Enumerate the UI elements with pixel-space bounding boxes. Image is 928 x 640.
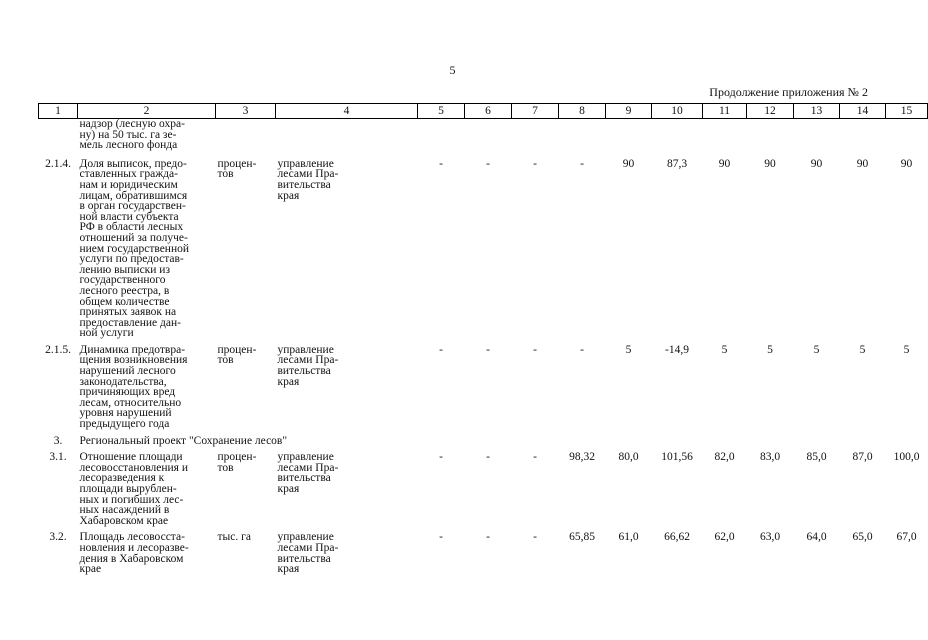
table-row	[39, 532, 928, 580]
value-cell: 90	[718, 157, 731, 170]
value-cell: -	[486, 343, 490, 356]
section-number-cell: 3.	[53, 434, 63, 447]
empty-cell	[559, 119, 606, 159]
empty-cell	[606, 119, 652, 159]
table-row	[39, 159, 928, 345]
header-cell: 9	[606, 104, 652, 119]
header-cell: 7	[512, 104, 559, 119]
empty-cell	[276, 119, 418, 159]
value-cell: 5	[767, 343, 773, 356]
table-row	[39, 452, 928, 532]
value-cell: -	[533, 343, 537, 356]
empty-cell	[418, 119, 465, 159]
value-cell: -	[486, 157, 490, 170]
value-cell: 61,0	[618, 531, 639, 544]
header-cell: 5	[418, 104, 465, 119]
value-cell: 90	[764, 157, 776, 170]
header-cell: 10	[652, 104, 703, 119]
indicator-name-cell: надзор (лесную охра- ну) на 50 тыс. га зе- мель лесного фонда	[79, 118, 185, 152]
value-cell: 66,62	[664, 531, 690, 544]
header-cell: 2	[78, 104, 216, 119]
unit-cell: тыс. га	[217, 531, 251, 544]
value-cell: 85,0	[806, 451, 827, 464]
indicator-name-cell: Динамика предотвра- щения возникновения нарушений лесного законодательства, причиняющих вред лесам, относительно уровня нарушений предыдущего года	[79, 343, 188, 431]
value-cell: -	[533, 157, 537, 170]
value-cell: 101,56	[661, 451, 693, 464]
value-cell: 67,0	[896, 531, 917, 544]
header-cell: 1	[39, 104, 78, 119]
value-cell: 5	[813, 343, 820, 356]
row-number-cell	[39, 119, 78, 159]
table-row	[39, 119, 928, 159]
value-cell: -	[486, 451, 490, 464]
table-row	[39, 345, 928, 436]
header-cell: 8	[559, 104, 606, 119]
value-cell: 5	[721, 343, 728, 356]
value-cell: 83,0	[759, 451, 781, 464]
value-cell: 87,0	[852, 451, 873, 464]
empty-cell	[794, 119, 840, 159]
value-cell: 100,0	[893, 451, 920, 464]
unit-cell: процен- тов	[217, 451, 257, 474]
value-cell: -	[533, 451, 537, 464]
header-cell: 12	[747, 104, 794, 119]
responsible-cell: управление лесами Пра- вительства края	[277, 451, 339, 495]
header-cell: 13	[794, 104, 840, 119]
value-cell: 5	[625, 343, 632, 356]
value-cell: -	[580, 343, 584, 356]
value-cell: -	[580, 157, 584, 170]
empty-cell	[465, 119, 512, 159]
value-cell: 62,0	[714, 531, 735, 544]
indicator-name-cell: Доля выписок, предо- ставленных гражда- нам и юридическим лицам, обратившимся в орган государствен- ной власти субъекта РФ в области лесных отношений за получе- нием государственной услуги по предостав- лению выписки из государственного лесного реестра, в общем количестве принятых заявок на предоставление дан- ной услуги	[79, 157, 190, 340]
value-cell: 65,0	[852, 531, 873, 544]
header-cell: 15	[886, 104, 928, 119]
value-cell: -14,9	[665, 343, 689, 356]
section-row	[39, 436, 928, 453]
indicators-table	[38, 103, 928, 581]
header-cell: 6	[465, 104, 512, 119]
header-cell: 11	[703, 104, 747, 119]
value-cell: 98,32	[569, 451, 595, 464]
empty-cell	[216, 119, 276, 159]
empty-cell	[747, 119, 794, 159]
value-cell: -	[533, 531, 537, 544]
row-number-cell: 2.1.4.	[45, 157, 71, 170]
value-cell: 63,0	[759, 531, 781, 544]
indicator-name-cell: Отношение площади лесовосстановления и лесоразведения к площади вырублен- ных и погибших лес- ных насаждений в Хабаровском крае	[79, 451, 189, 527]
empty-cell	[652, 119, 703, 159]
value-cell: -	[439, 343, 443, 356]
section-title-cell: Региональный проект "Сохранение лесов"	[79, 434, 288, 447]
responsible-cell: управление лесами Пра- вительства края	[277, 157, 339, 202]
value-cell: 90	[900, 157, 913, 170]
indicator-name-cell: Площадь лесовосста- новления и лесоразве- дения в Хабаровском крае	[79, 531, 189, 576]
value-cell: 90	[622, 157, 635, 170]
value-cell: 90	[810, 157, 823, 170]
value-cell: 82,0	[714, 451, 735, 464]
empty-cell	[886, 119, 928, 159]
empty-cell	[512, 119, 559, 159]
value-cell: 87,3	[666, 157, 688, 170]
value-cell: -	[486, 531, 490, 544]
continuation-label: Продолжение приложения № 2	[709, 85, 868, 99]
header-cell: 14	[840, 104, 886, 119]
page-number: 5	[449, 63, 456, 77]
row-number-cell: 3.1.	[49, 451, 67, 464]
value-cell: 65,85	[569, 531, 595, 544]
row-number-cell: 3.2.	[49, 531, 67, 544]
row-number-cell: 2.1.5.	[45, 343, 71, 356]
header-cell: 4	[276, 104, 418, 119]
responsible-cell: управление лесами Пра- вительства края	[277, 531, 339, 576]
value-cell: 5	[859, 343, 866, 356]
empty-cell	[840, 119, 886, 159]
value-cell: 64,0	[806, 531, 827, 544]
value-cell: -	[439, 451, 443, 464]
unit-cell: процен- тов	[217, 343, 257, 367]
header-cell: 3	[216, 104, 276, 119]
value-cell: -	[439, 157, 443, 170]
table-header-row	[39, 104, 928, 119]
responsible-cell: управление лесами Пра- вительства края	[277, 343, 339, 388]
value-cell: 90	[856, 157, 869, 170]
value-cell: 5	[903, 343, 910, 356]
unit-cell: процен- тов	[217, 157, 257, 181]
value-cell: -	[439, 531, 443, 544]
empty-cell	[703, 119, 747, 159]
value-cell: 80,0	[618, 451, 639, 464]
